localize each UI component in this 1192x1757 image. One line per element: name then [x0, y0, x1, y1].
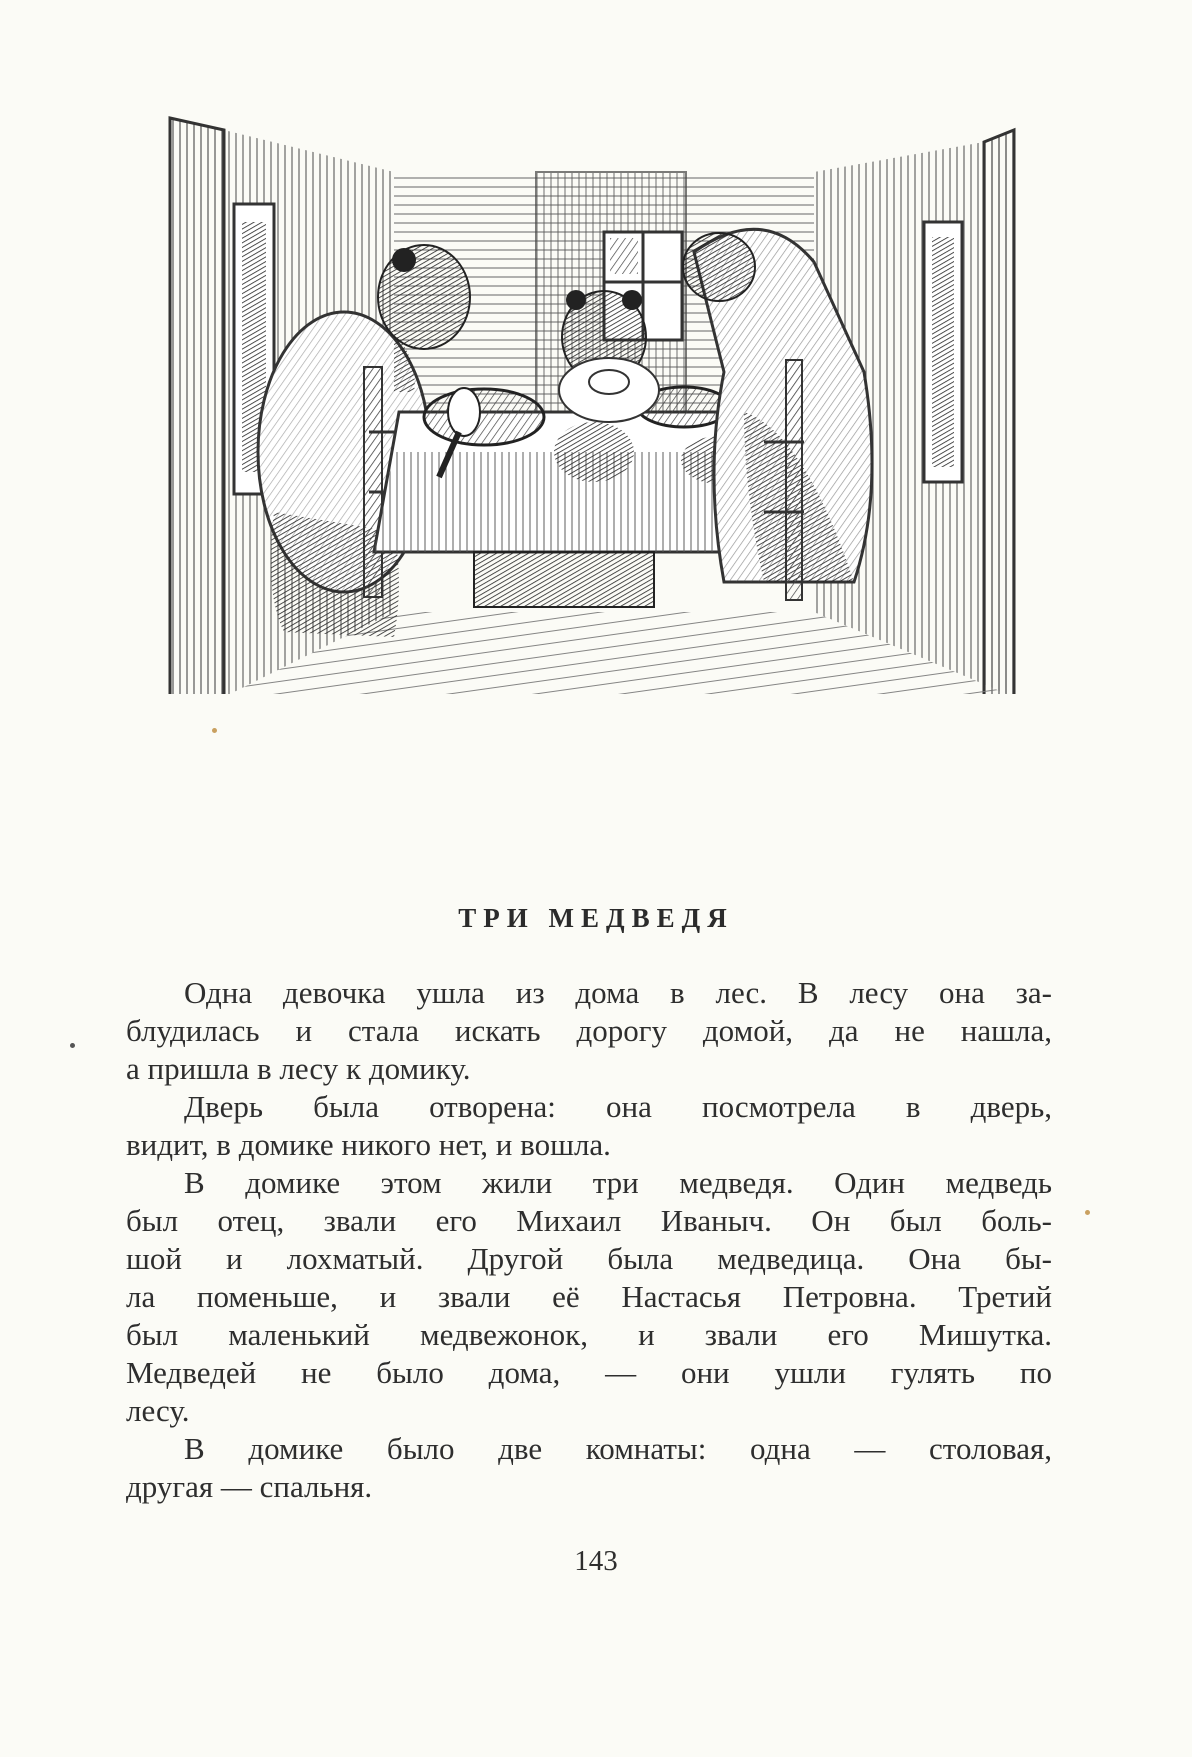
text-line: В домике было две комнаты: одна — столовая,: [184, 1431, 1052, 1466]
text-line: а пришла в лесу к домику.: [126, 1051, 471, 1086]
text-line: Одна девочка ушла из дома в лес. В лесу она за-: [184, 975, 1052, 1010]
three-bears-illustration: [164, 112, 1018, 694]
paper-speck: [212, 728, 217, 733]
text-line: блудилась и стала искать дорогу домой, да не нашла,: [126, 1013, 1052, 1048]
text-line: Дверь была отворена: она посмотрела в дверь,: [184, 1089, 1052, 1124]
text-line: лесу.: [126, 1393, 190, 1428]
story-text: [126, 974, 1052, 1506]
text-line: ла поменьше, и звали её Настасья Петровна. Третий: [126, 1279, 1052, 1314]
text-line: другая — спальня.: [126, 1469, 373, 1504]
story-title: ТРИ МЕДВЕДЯ: [458, 903, 734, 933]
text-line: Медведей не было дома, — они ушли гулять по: [126, 1355, 1052, 1390]
text-line: шой и лохматый. Другой была медведица. Она бы-: [126, 1241, 1052, 1276]
paper-speck: [70, 1043, 75, 1048]
text-line: был маленький медвежонок, и звали его Мишутка.: [126, 1317, 1052, 1352]
text-line: видит, в домике никого нет, и вошла.: [126, 1127, 611, 1162]
text-line: В домике этом жили три медведя. Один медведь: [184, 1165, 1052, 1200]
page-number: 143: [574, 1545, 618, 1577]
text-line: был отец, звали его Михаил Иваныч. Он был боль-: [126, 1203, 1052, 1238]
paper-speck: [1085, 1210, 1090, 1215]
